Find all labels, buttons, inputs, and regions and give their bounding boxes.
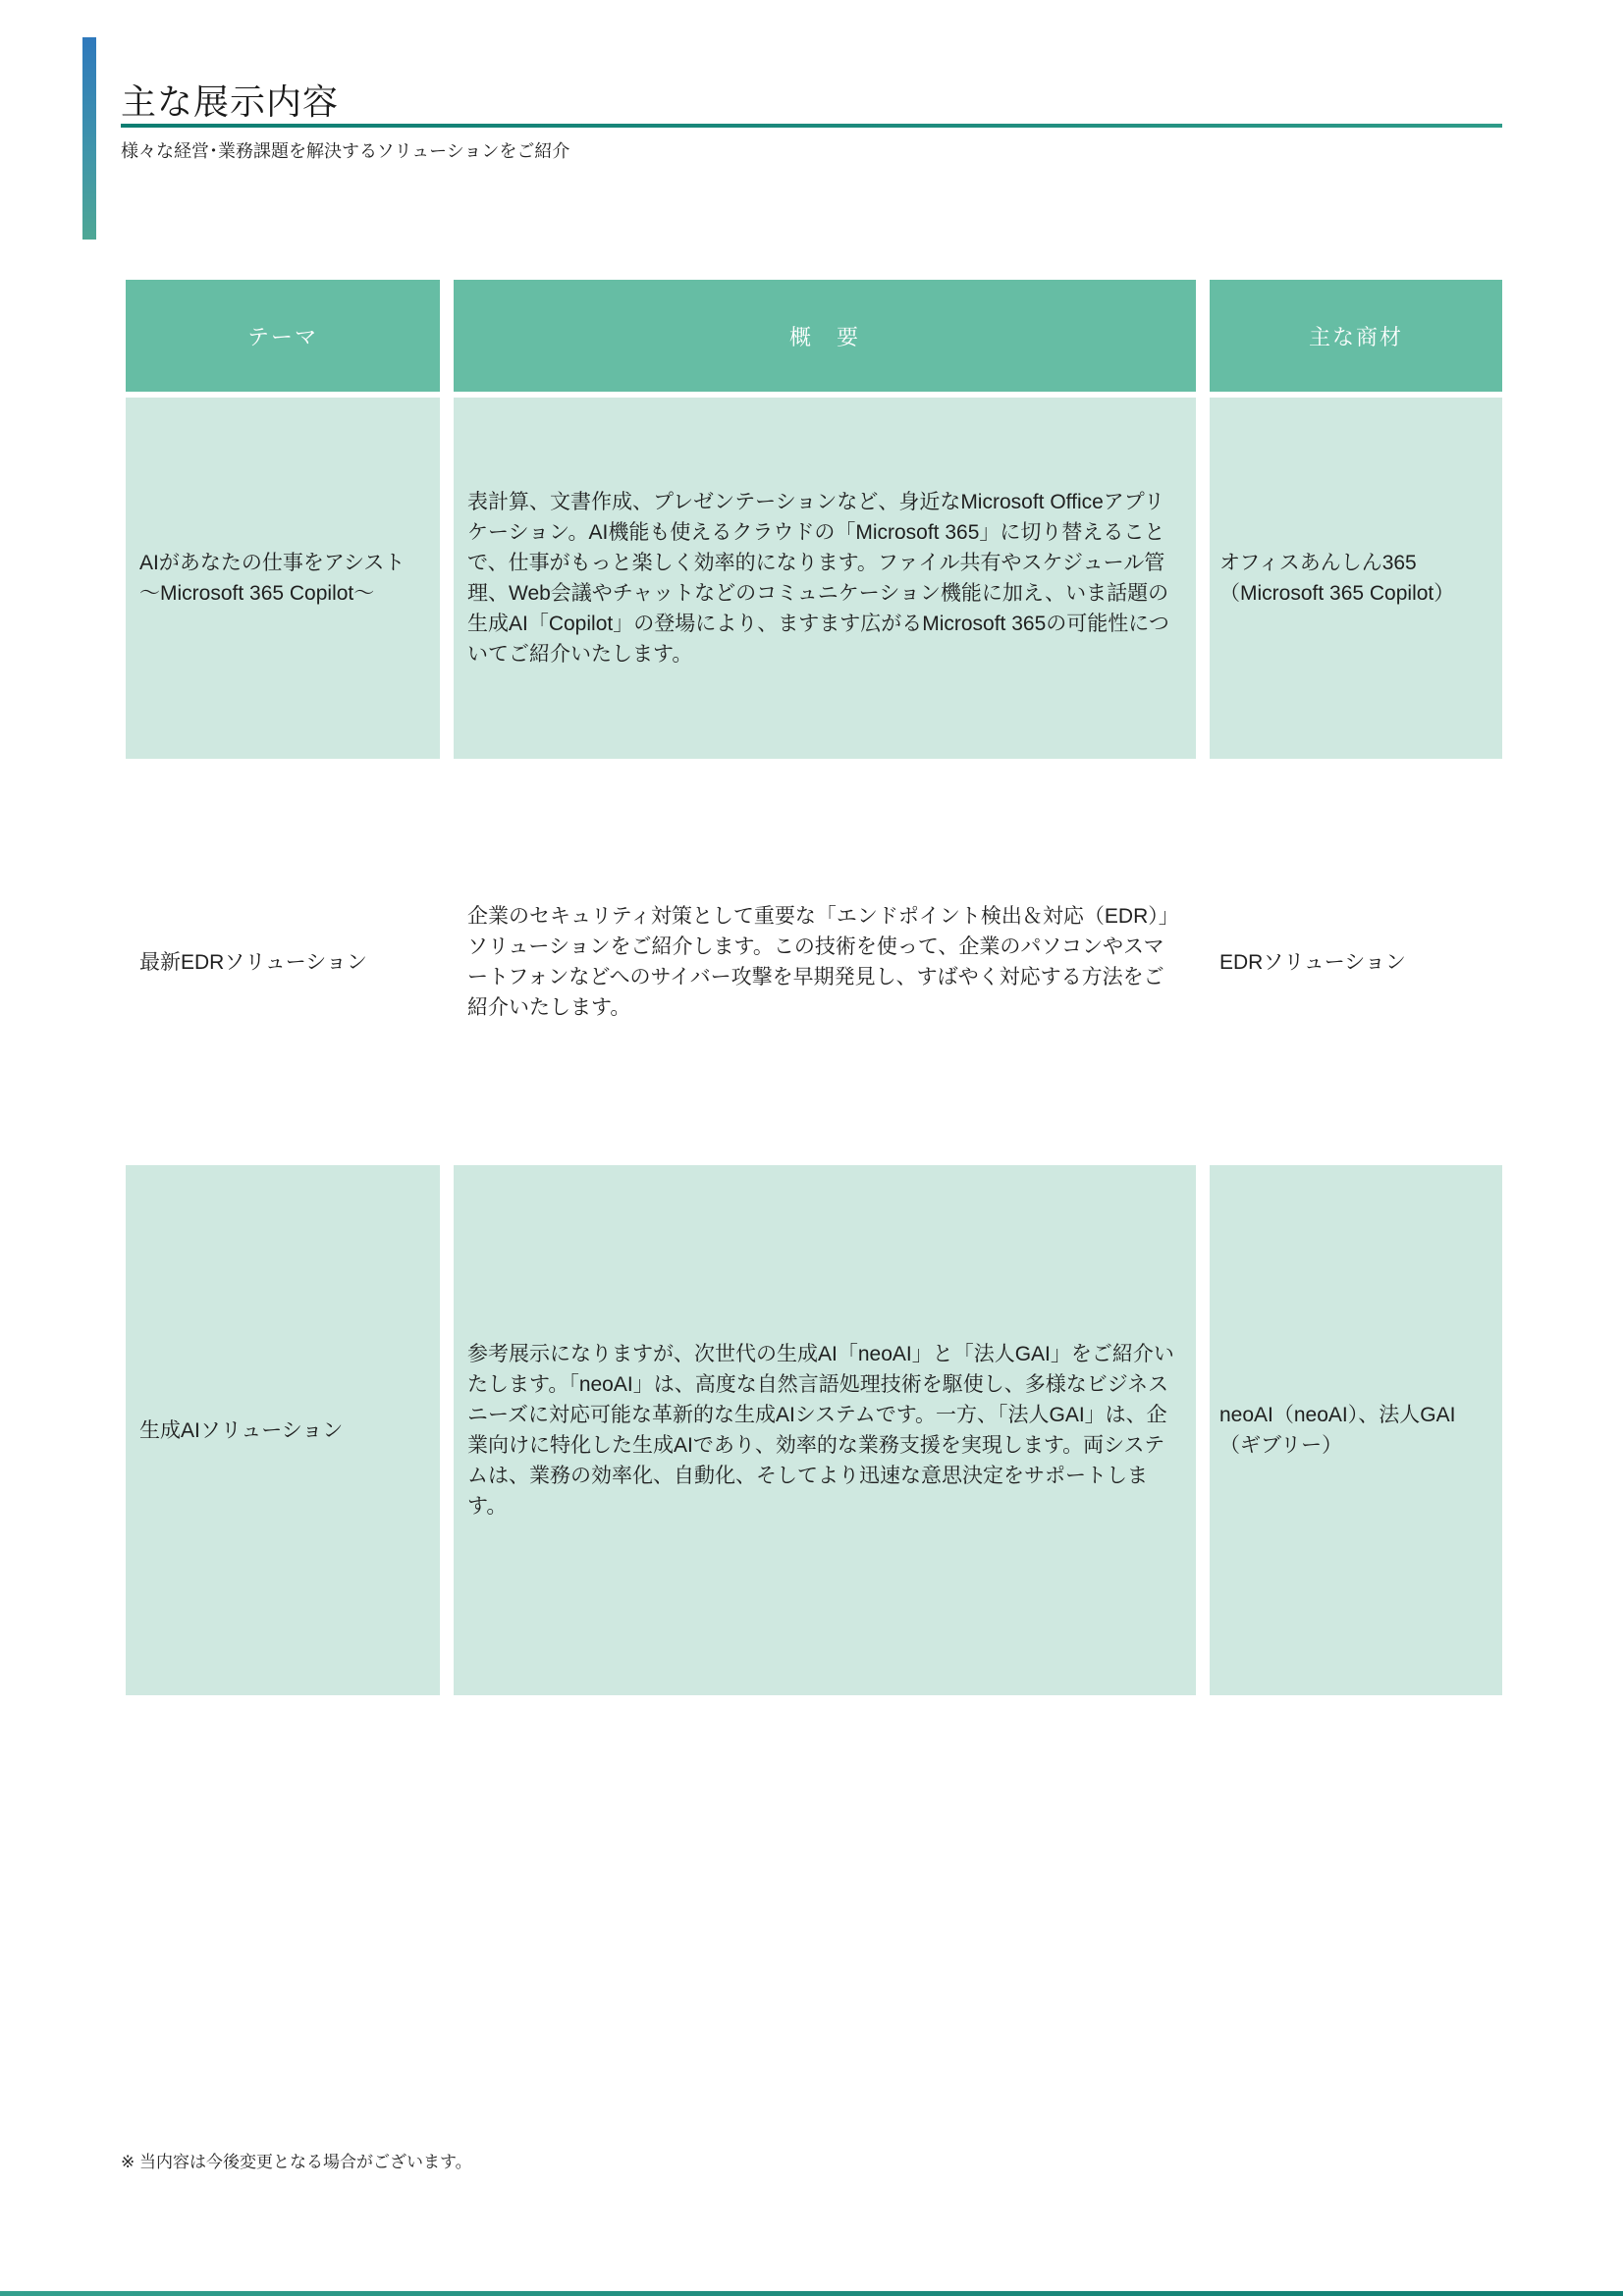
row3-theme-text: 生成AIソリューション — [139, 1418, 344, 1442]
row1-products-text: オフィスあんしん365（Microsoft 365 Copilot） — [1219, 552, 1455, 605]
table-cell-row2-theme — [126, 765, 440, 1159]
row2-summary-text: 企業のセキュリティ対策として重要な「エンドポイント検出＆対応（EDR）」ソリューションをご紹介します。この技術を使って、企業のパソコンやスマートフォンなどへのサイバー攻撃を早期発見し、すばやく対応する方法をご紹介いたします。 — [467, 905, 1179, 1019]
table-cell-row1-summary — [454, 398, 1196, 759]
row2-products-text: EDRソリューション — [1219, 950, 1406, 974]
table-cell-row2-summary — [454, 765, 1196, 1159]
table-cell-row3-products — [1210, 1165, 1502, 1695]
table-cell-row1-theme — [126, 398, 440, 759]
title-accent-bar — [82, 37, 96, 240]
table-cell-row1-products — [1210, 398, 1502, 759]
row3-summary-text: 参考展示になりますが、次世代の生成AI「neoAI」と「法人GAI」をご紹介いたします。「neoAI」は、高度な自然言語処理技術を駆使し、多様なビジネスニーズに対応可能な革新的な生成AIシステムです。一方、「法人GAI」は、企業向けに特化した生成AIであり、効率的な業務支援を実現します。両システムは、業務の効率化、自動化、そしてより迅速な意思決定をサポートします。 — [467, 1343, 1174, 1518]
bottom-accent-line — [0, 2291, 1623, 2296]
row2-theme-text: 最新EDRソリューション — [139, 950, 367, 974]
table-cell-row3-summary — [454, 1165, 1196, 1695]
column-header-products: 主な商材 — [1210, 280, 1502, 392]
column-header-theme: テーマ — [126, 280, 440, 392]
title-underline — [121, 124, 1502, 128]
row3-products-text: neoAI（neoAI）、法人GAI（ギブリー） — [1219, 1404, 1456, 1457]
table-cell-row3-theme — [126, 1165, 440, 1695]
page-title: 主な展示内容 — [121, 81, 340, 122]
row1-theme-text: AIがあなたの仕事をアシスト ～Microsoft 365 Copilot～ — [139, 552, 426, 605]
column-header-summary: 概 要 — [454, 280, 1196, 392]
row1-summary-text: 表計算、文書作成、プレゼンテーションなど、身近なMicrosoft Officeアプリケーション。AI機能も使えるクラウドの「Microsoft 365」に切り替えることで、仕事がもっと楽しく効率的になります。ファイル共有やスケジュール管理、Web会議やチャットなどのコミュニケーション機能に加え、いま話題の生成AI「Copilot」の登場により、ますます広がるMicrosoft 365の可能性についてご紹介いたします。 — [467, 491, 1169, 666]
page-subtitle: 様々な経営･業務課題を解決するソリューションをご紹介 — [121, 141, 570, 161]
footnote: ※ 当内容は今後変更となる場合がございます。 — [121, 2153, 472, 2171]
table-cell-row2-products — [1210, 765, 1502, 1159]
exhibit-table — [126, 280, 1502, 1695]
